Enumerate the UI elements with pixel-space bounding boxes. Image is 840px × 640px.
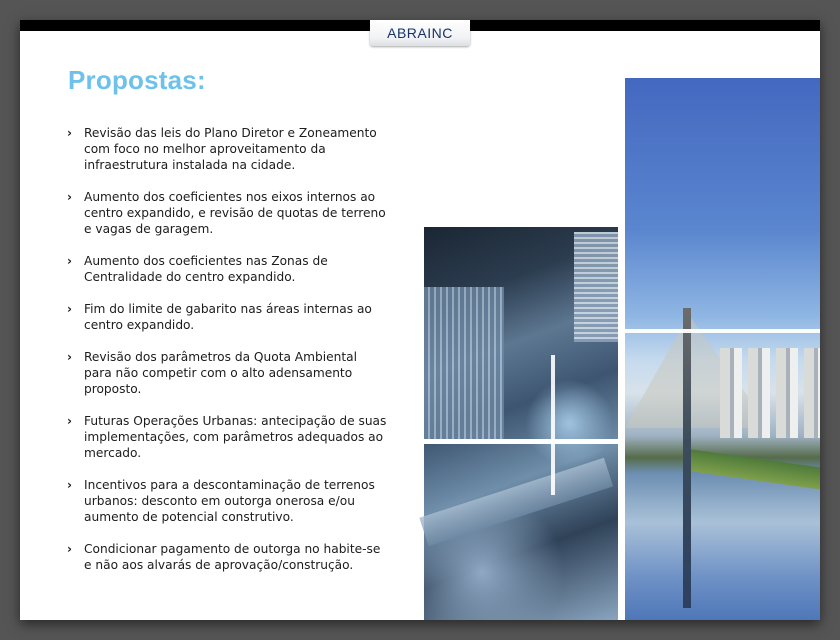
proposals-list	[67, 125, 387, 589]
photo-divider	[424, 439, 618, 444]
photo-divider	[625, 329, 820, 333]
building-shape	[574, 232, 618, 342]
page-title: Propostas:	[68, 65, 206, 95]
list-item-text: Revisão das leis do Plano Diretor e Zoneamento com foco no melhor aproveitamento da infraestrutura instalada na cidade.	[84, 126, 377, 172]
chevron-right-icon: ›	[67, 478, 72, 492]
skyline-shape	[720, 348, 820, 438]
list-item	[67, 477, 387, 525]
chevron-right-icon: ›	[67, 414, 72, 428]
chevron-right-icon: ›	[67, 126, 72, 140]
logo-badge	[370, 20, 470, 46]
chevron-right-icon: ›	[67, 302, 72, 316]
chevron-right-icon: ›	[67, 254, 72, 268]
photo-divider	[551, 355, 555, 495]
list-item-text: Condicionar pagamento de outorga no habite-se e não aos alvarás de aprovação/construção.	[84, 542, 381, 572]
building-shape	[424, 287, 504, 442]
list-item	[67, 125, 387, 173]
list-item	[67, 413, 387, 461]
chevron-right-icon: ›	[67, 542, 72, 556]
list-item-text: Aumento dos coeficientes nas Zonas de Centralidade do centro expandido.	[84, 254, 328, 284]
list-item-text: Futuras Operações Urbanas: antecipação de suas implementações, com parâmetros adequados ao mercado.	[84, 414, 387, 460]
list-item-text: Incentivos para a descontaminação de terrenos urbanos: desconto em outorga onerosa e/ou aumento de potencial construtivo.	[84, 478, 375, 524]
chevron-right-icon: ›	[67, 190, 72, 204]
city-night-photo	[424, 227, 618, 620]
highway-shape	[419, 458, 613, 546]
list-item	[67, 301, 387, 333]
chevron-right-icon: ›	[67, 350, 72, 364]
list-item-text: Fim do limite de gabarito nas áreas internas ao centro expandido.	[84, 302, 372, 332]
bridge-tower-shape	[683, 308, 691, 608]
list-item-text: Aumento dos coeficientes nos eixos internos ao centro expandido, e revisão de quotas de terreno e vagas de garagem.	[84, 190, 386, 236]
slide	[20, 20, 820, 620]
bridge-cables-shape	[625, 318, 687, 428]
abrainc-logo: ABRAINC	[387, 25, 453, 41]
list-item	[67, 541, 387, 573]
list-item	[67, 349, 387, 397]
list-item	[67, 253, 387, 285]
bridge-photo	[625, 78, 820, 620]
list-item	[67, 189, 387, 237]
riverbank-shape	[685, 449, 820, 490]
list-item-text: Revisão dos parâmetros da Quota Ambiental para não competir com o alto adensamento proposto.	[84, 350, 357, 396]
